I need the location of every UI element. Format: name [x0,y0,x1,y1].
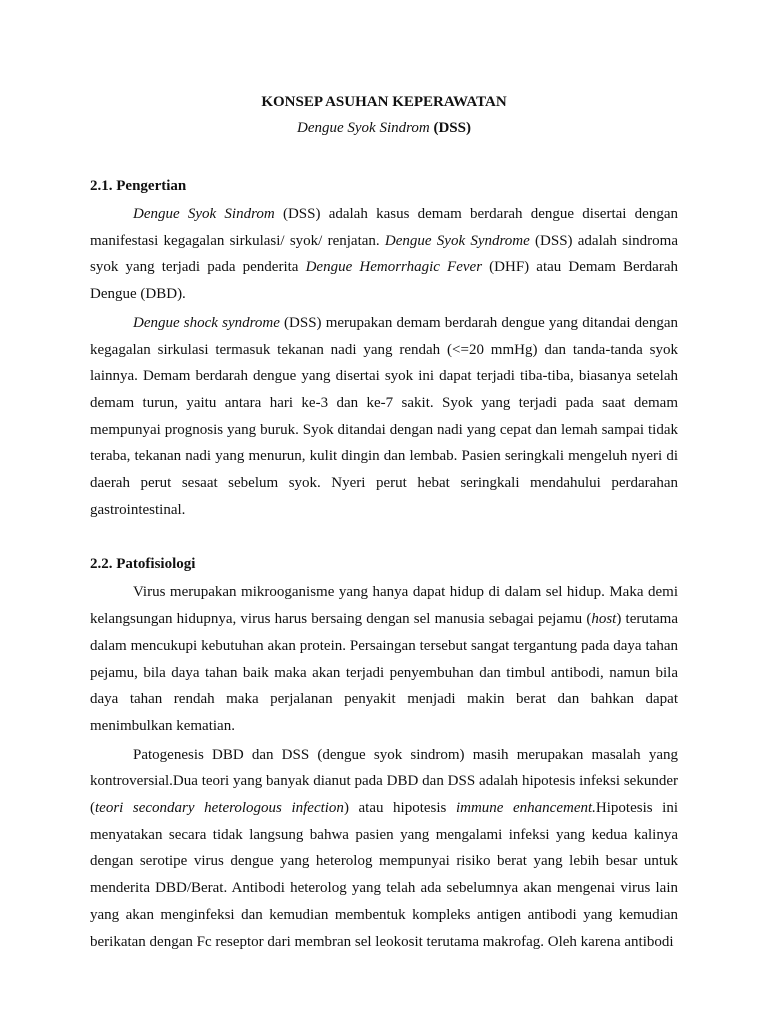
section-heading-pengertian: 2.1. Pengertian [90,178,187,194]
paragraph-pengertian-2: Dengue shock syndrome (DSS) merupakan demam berdarah dengue yang ditandai dengan kegagalan sirkulasi termasuk tekanan nadi yang rendah (<=20 mmHg) dan tanda-tanda syok lainnya. Demam berdarah dengue yang disertai syok ini dapat terjadi tiba-tiba, biasanya setelah demam turun, yaitu antara hari ke-3 dan ke-7 sakit. Syok yang terjadi pada saat demam mempunyai prognosis yang buruk. Syok ditandai dengan nadi yang cepat dan lemah sampai tidak teraba, tekanan nadi yang menurun, kulit dingin dan lembab. Pasien seringkali mengeluh nyeri di daerah perut sesaat sebelum syok. Nyeri perut hebat seringkali mendahului perdarahan gastrointestinal. [90,314,678,518]
paragraph-patofisiologi-1: Virus merupakan mikrooganisme yang hanya dapat hidup di dalam sel hidup. Maka demi kelangsungan hidupnya, virus harus bersaing dengan sel manusia sebagai pejamu (host) terutama dalam mencukupi kebutuhan akan protein. Persaingan tersebut sangat tergantung pada daya tahan pejamu, bila daya tahan baik maka akan terjadi penyembuhan dan timbul antibodi, namun bila daya tahan rendah maka perjalanan penyakit menjadi makin berat dan bahkan dapat menimbulkan kematian. [90,584,678,734]
paragraph-pengertian-1: Dengue Syok Sindrom (DSS) adalah kasus demam berdarah dengue disertai dengan manifestasi kegagalan sirkulasi/ syok/ renjatan. Dengue Syok Syndrome (DSS) adalah sindroma syok yang terjadi pada penderita Dengue Hemorrhagic Fever (DHF) atau Demam Berdarah Dengue (DBD). [90,206,678,303]
subtitle-abbrev: (DSS) [433,120,471,136]
document-page [90,89,678,955]
section-heading-patofisiologi: 2.2. Patofisiologi [90,556,196,573]
document-title: KONSEP ASUHAN KEPERAWATAN [261,94,507,110]
subtitle-italic: Dengue Syok Sindrom [296,120,430,136]
document-subtitle [90,115,678,141]
paragraph-patofisiologi-2: Patogenesis DBD dan DSS (dengue syok sindrom) masih merupakan masalah yang kontroversial.Dua teori yang banyak dianut pada DBD dan DSS adalah hipotesis infeksi sekunder (teori secondary heterologous infection) atau hipotesis immune enhancement.Hipotesis ini menyatakan secara tidak langsung bahwa pasien yang mengalami infeksi yang kedua kalinya dengan serotipe virus dengue yang heterolog mempunyai risiko berat yang lebih besar untuk menderita DBD/Berat. Antibodi heterolog yang telah ada sebelumnya akan mengenai virus lain yang akan menginfeksi dan kemudian membentuk kompleks antigen antibodi yang kemudian berikatan dengan Fc reseptor dari membran sel leokosit terutama makrofag. Oleh karena antibodi [90,746,678,950]
